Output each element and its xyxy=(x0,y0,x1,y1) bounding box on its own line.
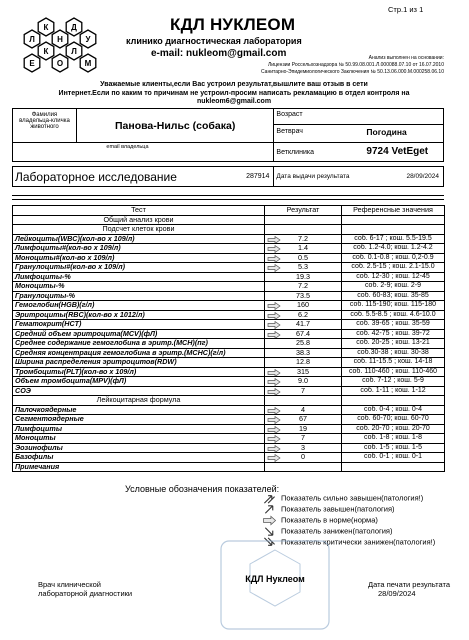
result-value: 38.3 xyxy=(296,348,310,357)
logo-letter: К xyxy=(43,23,49,32)
result-cell xyxy=(265,301,342,311)
result-cell xyxy=(265,320,342,330)
arrow-right-icon xyxy=(267,407,281,415)
license-line: Санитарно-Эпидемиологического Заключения № 50.13.06.000.М.000258.06.10 xyxy=(261,69,444,75)
result-value: 5.3 xyxy=(298,262,308,272)
test-name: Средний объем эритроцита(MCV)(фЛ) xyxy=(13,329,265,339)
reference-range: соб. 11-15.5 ; кош. 14-18 xyxy=(342,358,445,368)
result-value: 12.8 xyxy=(296,357,310,367)
divider xyxy=(12,199,444,200)
result-cell xyxy=(265,329,342,339)
result-row xyxy=(13,263,445,273)
result-cell xyxy=(265,415,342,425)
logo-letter: Е xyxy=(29,59,35,68)
email-empty xyxy=(13,143,77,162)
study-label: Лабораторное исследование xyxy=(15,169,177,184)
test-name: Лимфоциты#(кол-во х 109/л) xyxy=(13,244,265,254)
logo-letter: Д xyxy=(71,23,77,32)
result-value: 7 xyxy=(301,433,305,443)
vet-value: Погодина xyxy=(366,127,407,137)
result-cell xyxy=(265,405,342,415)
doctor-signature xyxy=(38,580,132,598)
result-cell xyxy=(265,443,342,453)
test-name: СОЭ xyxy=(13,386,265,396)
arrow-right-icon xyxy=(267,245,281,253)
print-label: Дата печати результата xyxy=(368,580,450,589)
lab-subtitle: клинико диагностическая лаборатория xyxy=(126,36,302,46)
result-value: 9.0 xyxy=(298,376,308,386)
test-name: Сегментоядерные xyxy=(13,415,265,425)
lab-email: e-mail: nukleom@gmail.com xyxy=(151,48,287,59)
result-cell xyxy=(265,291,342,301)
result-cell xyxy=(265,263,342,273)
stamp-text: КДЛ Нуклеом xyxy=(245,574,305,584)
result-cell xyxy=(265,253,342,263)
test-name: Палочкоядерные xyxy=(13,405,265,415)
result-row xyxy=(13,291,445,301)
result-row xyxy=(13,358,445,368)
logo-letter: Н xyxy=(57,35,63,44)
reference-range: соб. 60-70; кош. 60-70 xyxy=(342,415,445,425)
result-value: 7.2 xyxy=(298,281,308,291)
result-value: 67 xyxy=(299,414,307,424)
divider xyxy=(12,195,444,196)
result-value: 160 xyxy=(297,300,309,310)
reference-range: соб. 1-8 ; кош. 1-8 xyxy=(342,434,445,444)
section-row xyxy=(13,225,445,235)
test-name: Объем тромбоцита(MPV)(фЛ) xyxy=(13,377,265,387)
empty-cell xyxy=(265,396,342,406)
email-label: email владельца xyxy=(76,143,274,162)
reference-range: соб. 60-83; кош. 35-85 xyxy=(342,291,445,301)
reference-range: соб. 2-9; кош. 2-9 xyxy=(342,282,445,292)
test-name: Гранулоциты-% xyxy=(13,291,265,301)
legend-label: Показатель сильно завышен(патология!) xyxy=(281,493,424,503)
patient-info-table xyxy=(12,108,444,162)
result-row xyxy=(13,367,445,377)
result-value: 6.2 xyxy=(298,310,308,319)
reference-range: соб. 42-75 ; кош. 39-72 xyxy=(342,329,445,339)
result-cell xyxy=(265,234,342,244)
result-row xyxy=(13,434,445,444)
result-value: 19 xyxy=(299,424,307,433)
reference-range: соб. 5.5-8.5 ; кош. 4.6-10.0 xyxy=(342,310,445,320)
arrow-right-icon xyxy=(267,416,281,424)
empty-cell xyxy=(342,215,445,225)
result-row xyxy=(13,253,445,263)
result-value: 73.5 xyxy=(296,291,310,300)
reference-range: соб. 7-12 ; кош. 5-9 xyxy=(342,377,445,387)
arrow-right-icon xyxy=(267,255,281,263)
result-cell xyxy=(265,282,342,292)
result-value: 67.4 xyxy=(296,329,310,338)
age-label: Возраст xyxy=(274,109,443,125)
reference-range: соб. 115-190; кош. 115-180 xyxy=(342,301,445,311)
test-name: Лимфоциты-% xyxy=(13,272,265,282)
arrow-right-icon xyxy=(267,426,281,434)
age-vet-cell xyxy=(274,109,444,143)
arrow-right-icon xyxy=(267,445,281,453)
result-row xyxy=(13,282,445,292)
reference-range: соб. 12-30 ; кош. 12-45 xyxy=(342,272,445,282)
arrow-right-icon xyxy=(267,435,281,443)
empty-cell xyxy=(265,225,342,235)
nukleom-logo xyxy=(18,17,102,77)
result-row xyxy=(13,443,445,453)
result-cell xyxy=(265,453,342,463)
clinic-row xyxy=(274,143,444,162)
empty-cell xyxy=(342,396,445,406)
client-notice xyxy=(12,81,456,107)
legend-title: Условные обозначения показателей: xyxy=(125,484,280,494)
result-row xyxy=(13,415,445,425)
lab-stamp xyxy=(220,540,330,630)
test-name: Эритроциты(RBC)(кол-во х 1012/л) xyxy=(13,310,265,320)
result-cell xyxy=(265,367,342,377)
notice-line: nukleom6@gmail.com xyxy=(196,98,272,106)
result-row xyxy=(13,453,445,463)
result-row xyxy=(13,405,445,415)
license-info xyxy=(204,55,444,76)
logo-letter: Л xyxy=(71,47,77,56)
result-cell xyxy=(265,424,342,434)
result-row xyxy=(13,348,445,358)
column-header: Референсные значения xyxy=(342,206,445,216)
result-row xyxy=(13,310,445,320)
arrow-right-icon xyxy=(267,369,281,377)
arrow-right-icon xyxy=(267,264,281,272)
arrow-right-icon xyxy=(267,302,281,310)
test-name: Лимфоциты xyxy=(13,424,265,434)
print-date-block xyxy=(368,580,450,598)
result-row xyxy=(13,301,445,311)
owner-label: Фамилия владельца-кличка животного xyxy=(13,109,77,143)
logo-letter: К xyxy=(43,47,49,56)
result-value: 315 xyxy=(297,367,309,376)
legend-label: Показатель в норме(норма) xyxy=(281,515,378,525)
result-value: 41.7 xyxy=(296,319,310,329)
legend-label: Показатель занижен(патология) xyxy=(281,526,393,536)
arrow-right-icon xyxy=(267,321,281,329)
reference-range xyxy=(342,462,445,472)
license-line: Лицензии Россельхознадзора № 50.99.08.001.Л.000088.07.10 от 16.07.2010 xyxy=(268,62,444,68)
column-header: Результат xyxy=(265,206,342,216)
result-row xyxy=(13,386,445,396)
test-name: Гранулоциты#(кол-во х 109/л) xyxy=(13,263,265,273)
reference-range: соб. 110-460 ; кош. 110-460 xyxy=(342,367,445,377)
column-header: Тест xyxy=(13,206,265,216)
arrow-right-icon xyxy=(267,331,281,339)
results-header-row xyxy=(13,206,445,216)
issue-cell xyxy=(274,167,444,187)
reference-range: соб. 0-4 ; кош. 0-4 xyxy=(342,405,445,415)
arrow-right-icon xyxy=(267,388,281,396)
doctor-line: лабораторной диагностики xyxy=(38,589,133,598)
result-cell xyxy=(265,339,342,349)
reference-range: соб. 0.1-0.8 ; кош. 0,2-0.9 xyxy=(342,253,445,263)
result-cell xyxy=(265,272,342,282)
clinic-label: Ветклиника xyxy=(276,148,314,156)
test-name: Моноциты xyxy=(13,434,265,444)
arrow-right-icon xyxy=(267,454,281,462)
result-cell xyxy=(265,358,342,368)
result-cell xyxy=(265,386,342,396)
result-row xyxy=(13,272,445,282)
result-cell xyxy=(265,310,342,320)
section-title: Подсчет клеток крови xyxy=(13,225,265,235)
result-row xyxy=(13,377,445,387)
logo-letter: О xyxy=(56,59,64,68)
test-name: Моноциты-% xyxy=(13,282,265,292)
test-name: Гематокрит(HCT) xyxy=(13,320,265,330)
page-number: Стр.1 из 1 xyxy=(388,5,424,14)
test-name: Лейкоциты(WBC)(кол-во х 109/л) xyxy=(13,234,265,244)
reference-range: соб. 39-65 ; кош. 35-59 xyxy=(342,320,445,330)
result-row xyxy=(13,424,445,434)
issue-date: 28/09/2024 xyxy=(406,173,439,180)
doctor-line: Врач клинической xyxy=(38,580,101,589)
result-value: 7.2 xyxy=(298,234,308,243)
vet-row xyxy=(274,125,443,141)
test-name: Моноциты#(кол-во х 109/л) xyxy=(13,253,265,263)
reference-range: соб. 2.5-15 ; кош. 2.1-15.0 xyxy=(342,263,445,273)
legend-label: Показатель критически занижен(патология!) xyxy=(281,537,436,547)
reference-range: соб. 20-70 ; кош. 20-70 xyxy=(342,424,445,434)
section-row xyxy=(13,215,445,225)
test-name: Тромбоциты(PLT)(кол-во х 109/л) xyxy=(13,367,265,377)
notice-line: Интернет.Если по каким то причинам не устроил-просим написать рекламацию в отдел контроля на xyxy=(58,89,410,97)
vet-label: Ветврач xyxy=(276,128,303,135)
result-row xyxy=(13,462,445,472)
results-table xyxy=(12,205,445,472)
license-line: Анализ выполнен на основании: xyxy=(368,55,444,61)
test-name: Среднее содержание гемоглобина в эритр.(MCH)(пг) xyxy=(13,339,265,349)
result-cell xyxy=(265,377,342,387)
reference-range: соб. 20-25 ; кош. 13-21 xyxy=(342,339,445,349)
reference-range: соб.30-38 ; кош. 30-38 xyxy=(342,348,445,358)
study-cell xyxy=(13,167,274,187)
test-name: Базофилы xyxy=(13,453,265,463)
result-cell xyxy=(265,434,342,444)
result-cell xyxy=(265,348,342,358)
reference-range: соб. 1-5 ; кош. 1-5 xyxy=(342,443,445,453)
results-body xyxy=(13,206,445,472)
logo-letter: Л xyxy=(29,35,35,44)
legend-label: Показатель завышен(патология) xyxy=(281,504,395,514)
logo-letter: У xyxy=(85,35,91,44)
result-row xyxy=(13,234,445,244)
reference-range: соб. 1-11 ; кош. 1-12 xyxy=(342,386,445,396)
reference-range: соб. 6-17 ; кош. 5.5-19.5 xyxy=(342,234,445,244)
result-value: 0 xyxy=(301,452,305,462)
test-name: Эозинофилы xyxy=(13,443,265,453)
result-value: 3 xyxy=(301,443,305,452)
test-name: Ширина распределения эритроцитов(RDW) xyxy=(13,358,265,368)
owner-value: Панова-Нильс (собака) xyxy=(76,109,274,143)
print-date: 28/09/2024 xyxy=(378,589,416,598)
result-value: 1.4 xyxy=(298,243,308,253)
section-row xyxy=(13,396,445,406)
result-row xyxy=(13,244,445,254)
arrow-right-icon xyxy=(267,378,281,386)
reference-range: соб. 1.2-4.0; кош. 1.2-4.2 xyxy=(342,244,445,254)
issue-label: Дата выдачи результата xyxy=(276,173,350,180)
test-name: Гемоглобин(HGB)(г/л) xyxy=(13,301,265,311)
result-value: 4 xyxy=(301,405,305,414)
clinic-value: 9724 VetEget xyxy=(366,146,429,157)
arrow-right-icon xyxy=(267,236,281,244)
empty-cell xyxy=(265,215,342,225)
result-cell xyxy=(265,244,342,254)
test-name: Примечания xyxy=(13,462,265,472)
section-title: Общий анализ крови xyxy=(13,215,265,225)
result-value: 19.3 xyxy=(296,272,310,281)
result-cell xyxy=(265,462,342,472)
result-value: 25.8 xyxy=(296,338,310,348)
arrow-right-icon xyxy=(267,312,281,320)
test-name: Средняя концентрация гемоглобина в эритр.(MCHC)(г/л) xyxy=(13,348,265,358)
result-row xyxy=(13,320,445,330)
study-row-table xyxy=(12,166,444,187)
section-title: Лейкоцитарная формула xyxy=(13,396,265,406)
study-number: 287914 xyxy=(246,173,270,180)
reference-range: соб. 0-1 ; кош. 0-1 xyxy=(342,453,445,463)
lab-title: КДЛ НУКЛЕОМ xyxy=(170,15,296,34)
result-row xyxy=(13,339,445,349)
result-row xyxy=(13,329,445,339)
result-value: 7 xyxy=(301,386,305,395)
notice-line: Уважаемые клиенты,если Вас устроил результат,вышлите ваш отзыв в сети xyxy=(100,81,368,88)
logo-letter: М xyxy=(84,59,92,68)
result-value: 0.5 xyxy=(298,253,308,262)
empty-cell xyxy=(342,225,445,235)
